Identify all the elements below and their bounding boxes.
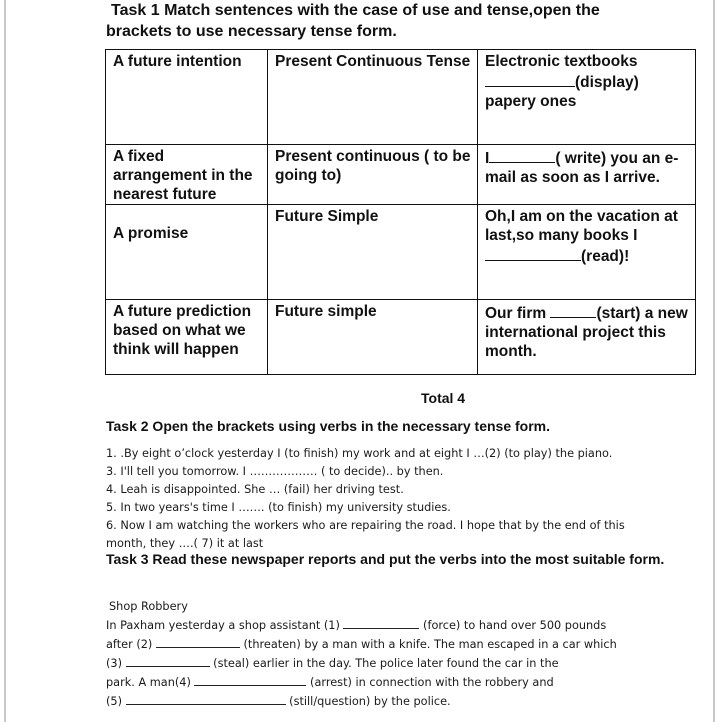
task1-matching-table [105, 49, 696, 375]
list-item: 3. I'll tell you tomorrow. I ……………… ( to decide).. by then. [106, 465, 444, 478]
list-item: 6. Now I am watching the workers who are repairing the road. I hope that by the end of this month, they ….( 7) it at last [106, 519, 625, 550]
story-line [106, 616, 666, 635]
sentence-cell [478, 145, 696, 205]
sentence-cell [478, 205, 696, 300]
task1-title [106, 0, 666, 42]
tense-cell: Present Continuous Tense [268, 50, 478, 145]
story-text: after (2) [106, 638, 156, 651]
sentence-text: Oh,I am on the vacation at last,so many books I [485, 208, 678, 244]
answer-blank[interactable] [156, 635, 240, 648]
task2-list [106, 445, 666, 553]
answer-blank[interactable] [550, 302, 596, 318]
list-item: 1. .By eight o’clock yesterday I (to finish) my work and at eight I …(2) (to play) the piano. [106, 447, 613, 460]
task3-title: Task 3 Read these newspaper reports and put the verbs into the most suitable form. [106, 551, 665, 567]
page-edge-right [713, 0, 715, 722]
story-shop-robbery [106, 597, 666, 711]
story-text: (force) to hand over 500 pounds [419, 619, 607, 632]
tense-cell: Future simple [268, 300, 478, 375]
task1-title-line2: brackets to use necessary tense form. [106, 23, 397, 40]
tense-cell: Present continuous ( to be going to) [268, 145, 478, 205]
sentence-text: Electronic textbooks [485, 53, 638, 70]
story-line [106, 654, 666, 673]
sentence-text: ( write) you an e-mail as soon as I arrive. [485, 150, 679, 186]
task1-title-line1: Task 1 Match sentences with the case of use and tense,open the [111, 2, 600, 19]
story-text: (5) [106, 695, 126, 708]
sentence-cell [478, 300, 696, 375]
story-line [106, 635, 666, 654]
case-cell: A future prediction based on what we think will happen [106, 300, 268, 375]
page-edge-left [4, 0, 6, 722]
answer-blank[interactable] [126, 692, 286, 705]
answer-blank[interactable] [126, 654, 210, 667]
story-text: (arrest) in connection with the robbery and [306, 676, 554, 689]
answer-blank[interactable] [485, 71, 575, 87]
answer-blank[interactable] [489, 147, 555, 163]
story-title: Shop Robbery [109, 600, 188, 613]
sentence-text: Our firm [485, 305, 547, 322]
story-text: (3) [106, 657, 126, 670]
story-text: park. A man(4) [106, 676, 195, 689]
case-cell: A promise [106, 205, 268, 300]
task2-title: Task 2 Open the brackets using verbs in the necessary tense form. [106, 418, 551, 434]
story-text: (still/question) by the police. [285, 695, 451, 708]
story-line [106, 673, 666, 692]
answer-blank[interactable] [485, 245, 581, 261]
sentence-text: (read)! [581, 248, 630, 265]
sentence-cell [478, 50, 696, 145]
sentence-text: I [485, 150, 490, 167]
list-item: 4. Leah is disappointed. She … (fail) her driving test. [106, 483, 404, 496]
story-text: (threaten) by a man with a knife. The man escaped in a car which [239, 638, 617, 651]
table-row [106, 205, 696, 300]
answer-blank[interactable] [194, 673, 306, 686]
story-text: In Paxham yesterday a shop assistant (1) [106, 619, 344, 632]
table-row [106, 145, 696, 205]
case-cell: A fixed arrangement in the nearest future [106, 145, 268, 205]
sentence-text: (start) a new international project this month. [485, 305, 688, 360]
table-row [106, 300, 696, 375]
case-cell: A future intention [106, 50, 268, 145]
answer-blank[interactable] [343, 616, 419, 629]
task1-total: Total 4 [421, 390, 466, 406]
tense-cell: Future Simple [268, 205, 478, 300]
story-text: (steal) earlier in the day. The police later found the car in the [209, 657, 559, 670]
table-row [106, 50, 696, 145]
list-item: 5. In two years's time I ……. (to finish) my university studies. [106, 501, 451, 514]
story-line [106, 692, 666, 711]
sentence-text: (display) papery ones [485, 74, 639, 110]
